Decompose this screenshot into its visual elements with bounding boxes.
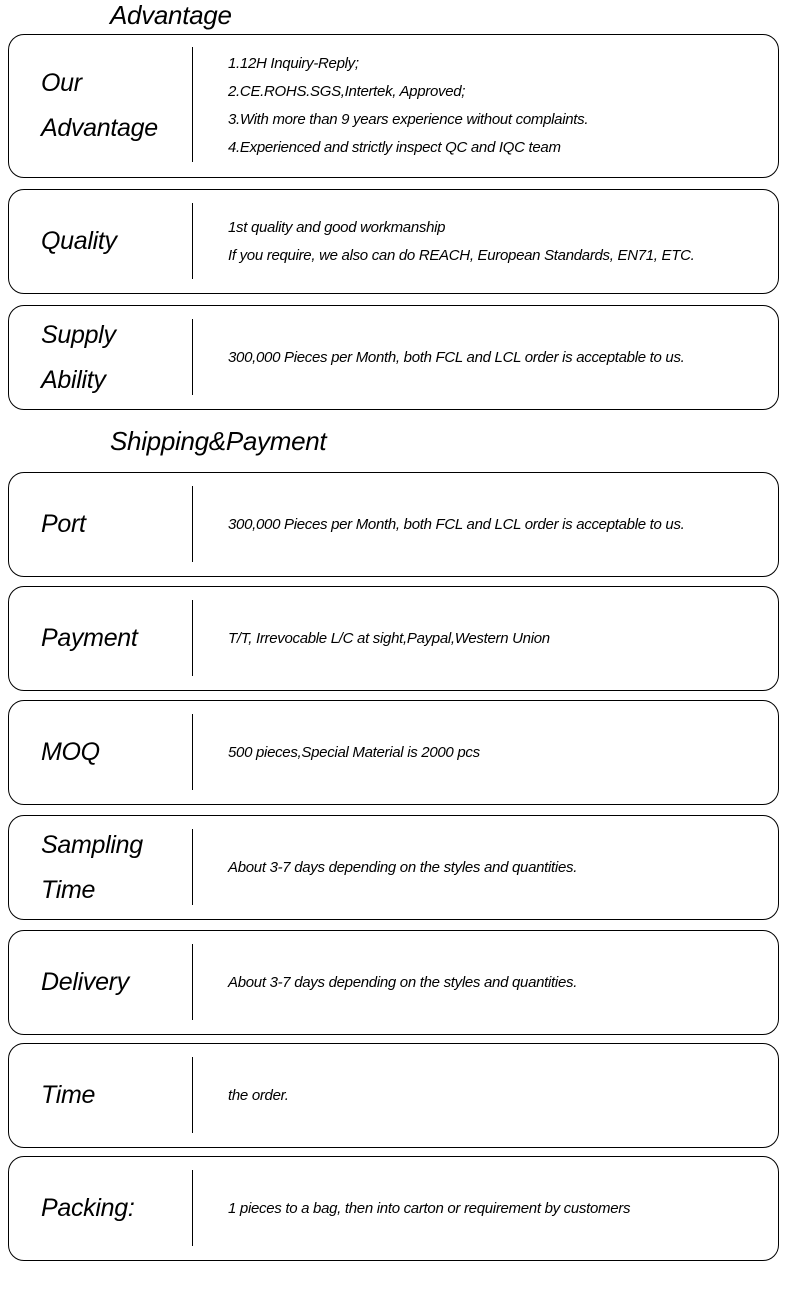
card-label — [41, 190, 191, 293]
card-label — [41, 1044, 191, 1147]
card-content-line: 1st quality and good workmanship — [228, 218, 446, 236]
card-label-line: Time — [41, 875, 96, 904]
card-label-line: Our — [41, 69, 82, 97]
card-label — [41, 701, 191, 804]
card-content — [228, 1157, 768, 1260]
info-card-sampling-time — [8, 815, 779, 920]
card-label — [41, 35, 191, 177]
card-label-line: Supply — [41, 320, 116, 349]
card-content — [228, 35, 768, 177]
card-divider — [192, 486, 193, 562]
card-label-line: Ability — [41, 365, 106, 394]
card-content-line: T/T, Irrevocable L/C at sight,Paypal,Western Union — [228, 629, 550, 647]
card-content-line: 1.12H Inquiry-Reply; — [228, 55, 359, 72]
card-divider — [192, 1057, 193, 1133]
card-label-line: Sampling — [41, 830, 143, 859]
card-label-line: Advantage — [41, 114, 158, 142]
card-label — [41, 816, 191, 919]
info-card-our-advantage — [8, 34, 779, 178]
card-content-line: If you require, we also can do REACH, European Standards, EN71, ETC. — [228, 246, 695, 264]
card-label-line: Payment — [41, 624, 138, 652]
card-content-line: About 3-7 days depending on the styles and quantities. — [228, 858, 578, 876]
card-content — [228, 190, 768, 293]
info-card-quality — [8, 189, 779, 294]
info-card-packing — [8, 1156, 779, 1261]
card-divider — [192, 1170, 193, 1246]
card-content — [228, 587, 768, 690]
card-divider — [192, 829, 193, 905]
card-content-line: 4.Experienced and strictly inspect QC and IQC team — [228, 139, 561, 156]
card-divider — [192, 319, 193, 395]
card-content-line: the order. — [228, 1086, 289, 1104]
advantage-heading: Advantage — [110, 0, 232, 30]
info-card-payment — [8, 586, 779, 691]
card-content — [228, 473, 768, 576]
card-content — [228, 1044, 768, 1147]
card-label-line: Packing: — [41, 1194, 135, 1222]
card-divider — [192, 944, 193, 1020]
card-divider — [192, 600, 193, 676]
card-label — [41, 587, 191, 690]
card-label — [41, 306, 191, 409]
card-label-line: Time — [41, 1081, 96, 1109]
card-label — [41, 931, 191, 1034]
card-content-line: 1 pieces to a bag, then into carton or requirement by customers — [228, 1199, 631, 1217]
card-divider — [192, 203, 193, 279]
card-content — [228, 701, 768, 804]
card-label-line: Delivery — [41, 968, 129, 996]
info-card-supply-ability — [8, 305, 779, 410]
card-divider — [192, 47, 193, 162]
shipping-payment-heading: Shipping&Payment — [110, 426, 327, 456]
card-content-line: 300,000 Pieces per Month, both FCL and LCL order is acceptable to us. — [228, 515, 685, 533]
card-label-line: Port — [41, 510, 86, 538]
info-card-delivery — [8, 930, 779, 1035]
card-label — [41, 473, 191, 576]
card-content-line: 500 pieces,Special Material is 2000 pcs — [228, 743, 480, 761]
info-card-port — [8, 472, 779, 577]
card-content-line: 2.CE.ROHS.SGS,Intertek, Approved; — [228, 83, 466, 100]
info-card-time — [8, 1043, 779, 1148]
card-content — [228, 816, 768, 919]
card-divider — [192, 714, 193, 790]
info-card-moq — [8, 700, 779, 805]
card-content-line: About 3-7 days depending on the styles and quantities. — [228, 973, 578, 991]
card-label-line: Quality — [41, 227, 117, 255]
card-content — [228, 931, 768, 1034]
card-content-line: 300,000 Pieces per Month, both FCL and LCL order is acceptable to us. — [228, 348, 685, 366]
card-content-line: 3.With more than 9 years experience without complaints. — [228, 111, 589, 128]
card-content — [228, 306, 768, 409]
card-label — [41, 1157, 191, 1260]
card-label-line: MOQ — [41, 738, 100, 766]
